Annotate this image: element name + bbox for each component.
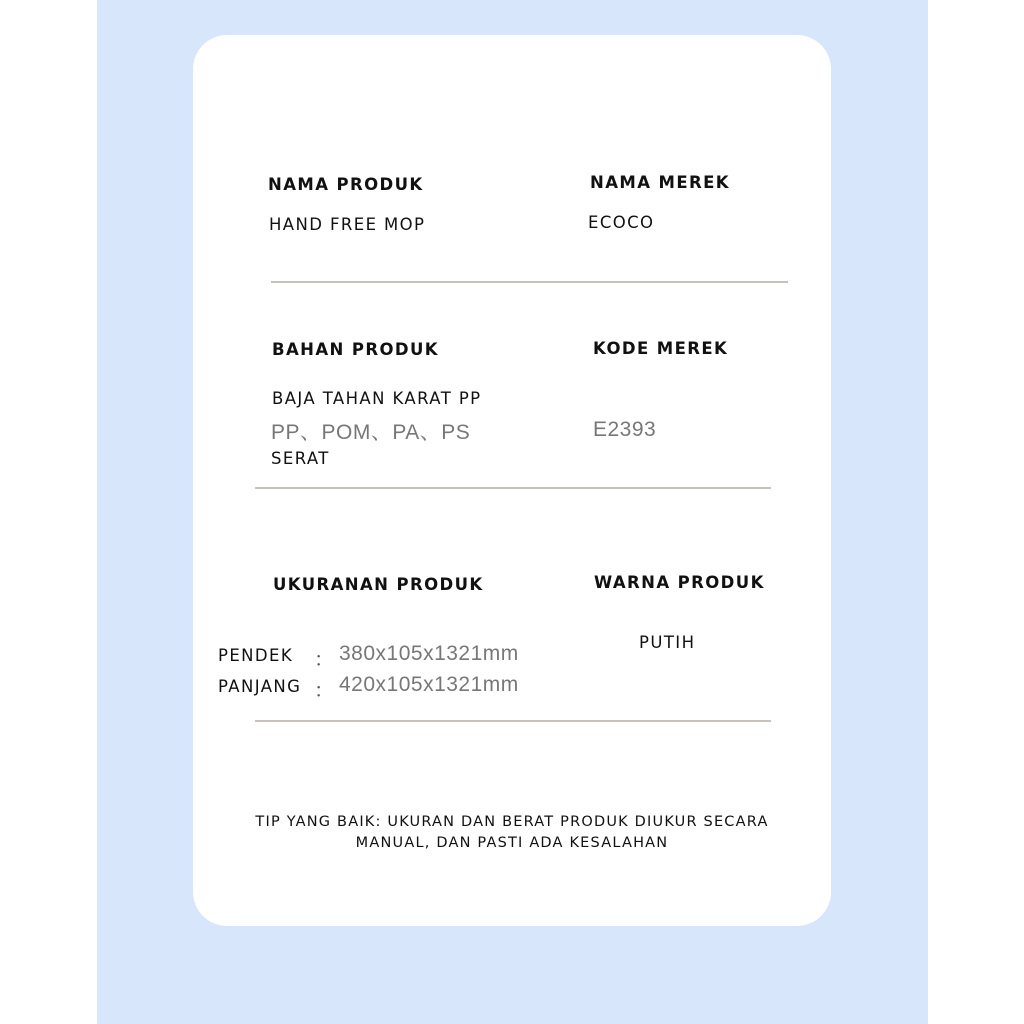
size-short-value: 380x105x1321mm — [339, 642, 519, 665]
color-value: PUTIH — [639, 633, 696, 652]
product-name-label: NAMA PRODUK — [268, 175, 424, 194]
material-line-1: BAJA TAHAN KARAT PP — [272, 389, 482, 408]
tip-line-2: MANUAL, DAN PASTI ADA KESALAHAN — [355, 835, 669, 851]
size-label: UKURANAN PRODUK — [273, 575, 484, 594]
material-line-2: PP、POM、PA、PS — [271, 421, 471, 444]
divider-3 — [255, 720, 771, 722]
material-label: BAHAN PRODUK — [272, 340, 439, 359]
size-short-label: PENDEK — [218, 646, 294, 665]
brand-code-value: E2393 — [593, 418, 657, 441]
brand-code-label: KODE MEREK — [593, 339, 729, 358]
tip-note — [208, 812, 816, 854]
divider-1 — [271, 281, 788, 283]
brand-name-value: ECOCO — [588, 213, 655, 232]
size-long-value: 420x105x1321mm — [339, 673, 519, 696]
brand-name-label: NAMA MEREK — [590, 173, 730, 192]
color-label: WARNA PRODUK — [594, 573, 765, 592]
spec-card — [193, 35, 831, 926]
size-long-separator: ： — [314, 680, 334, 702]
material-line-3: SERAT — [271, 449, 330, 468]
tip-line-1: TIP YANG BAIK: UKURAN DAN BERAT PRODUK DIUKUR SECARA — [255, 814, 769, 830]
size-short-separator: ： — [314, 649, 334, 671]
size-long-label: PANJANG — [218, 677, 302, 696]
product-name-value: HAND FREE MOP — [269, 215, 426, 234]
divider-2 — [255, 487, 771, 489]
